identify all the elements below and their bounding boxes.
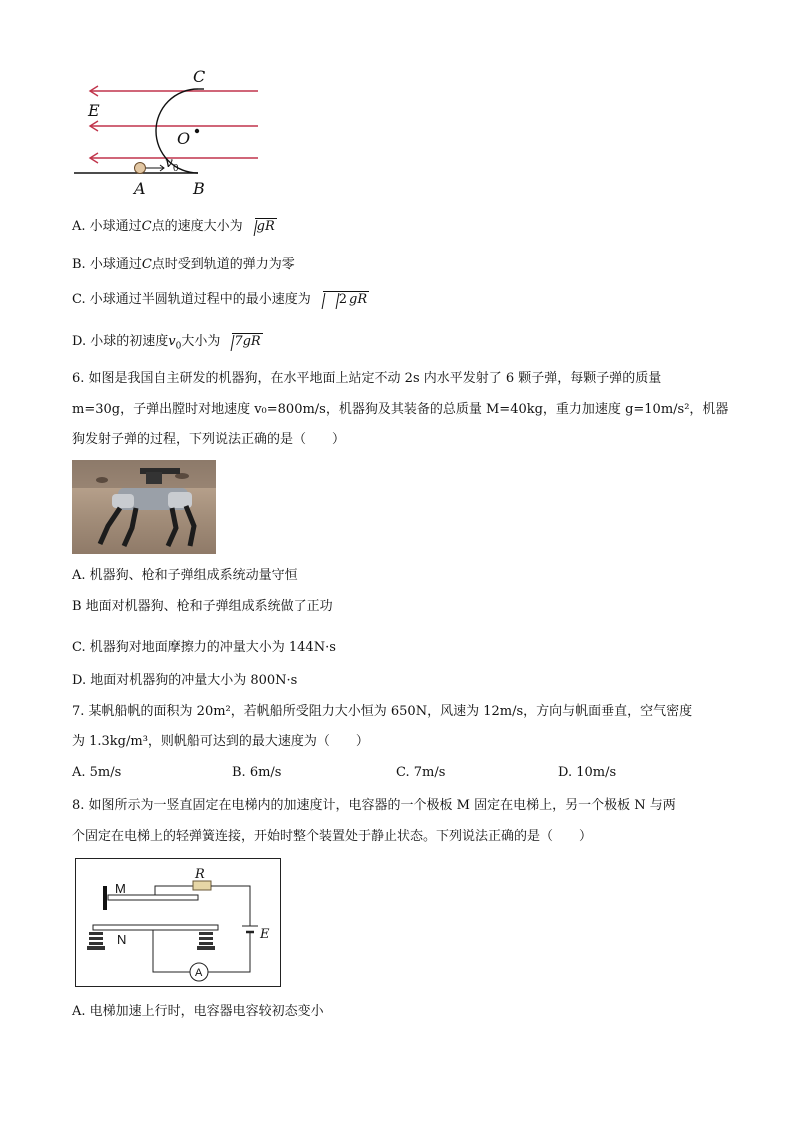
q6-option-a: A. 机器狗、枪和子弹组成系统动量守恒 [72,568,298,583]
q8-line-2: 个固定在电梯上的轻弹簧连接，开始时整个装置处于静止状态。下列说法正确的是（ ） [72,829,593,844]
label-R: R [195,867,205,882]
q6-line-3: 狗发射子弹的过程，下列说法正确的是（ ） [72,432,346,447]
ball [135,163,146,174]
q8-line-1: 8. 如图所示为一竖直固定在电梯内的加速度计，电容器的一个极板 M 固定在电梯上，另一个极板 N 与两 [72,798,676,813]
spring-right [197,932,215,950]
q6-option-b: B 地面对机器狗、枪和子弹组成系统做了正功 [72,599,333,614]
label-A: A [134,179,146,198]
q7-line-2: 为 1.3kg/m³，则帆船可达到的最大速度为（ ） [72,734,369,749]
q7-option-c: C. 7m/s [396,765,446,780]
q5-option-d: D. 小球的初速度$v_0$大小为 7gR [72,334,261,352]
q5-option-a: A. 小球通过C点的速度大小为 gR [72,219,275,234]
label-M: M [115,881,126,896]
ammeter-label: A [195,967,203,979]
label-E-battery: E [260,927,270,942]
q5-option-c: C. 小球通过半圆轨道过程中的最小速度为 2 gR [72,292,368,307]
q5-option-b: B. 小球通过C点时受到轨道的弹力为零 [72,257,295,272]
label-B: B [193,179,205,198]
robot-dog-photo [72,460,216,554]
q6-line-2: m=30g，子弹出膛时对地速度 v₀=800m/s，机器狗及其装备的总质量 M=40kg，重力加速度 g=10m/s²，机器 [72,402,729,417]
q7-option-d: D. 10m/s [558,765,617,780]
q6-option-d: D. 地面对机器狗的冲量大小为 800N·s [72,673,298,688]
accelerometer-figure [75,858,283,990]
label-v: $v_0$ [165,155,179,174]
spring-left [87,932,105,950]
q8-option-a: A. 电梯加速上行时，电容器电容较初态变小 [72,1004,324,1019]
q7-option-a: A. 5m/s [72,765,122,780]
q6-line-1: 6. 如图是我国自主研发的机器狗，在水平地面上站定不动 2s 内水平发射了 6 颗子弹，每颗子弹的质量 [72,371,662,386]
track-figure [70,62,270,200]
q7-option-b: B. 6m/s [232,765,282,780]
plate-N [93,925,218,930]
label-C: C [193,67,206,86]
label-E: E [88,101,100,120]
q6-option-c: C. 机器狗对地面摩擦力的冲量大小为 144N·s [72,640,336,655]
q7-line-1: 7. 某帆船帆的面积为 20m²，若帆船所受阻力大小恒为 650N，风速为 12m/s，方向与帆面垂直，空气密度 [72,704,693,719]
center-point [195,129,199,133]
label-O: O [177,129,191,148]
label-N: N [117,932,127,947]
